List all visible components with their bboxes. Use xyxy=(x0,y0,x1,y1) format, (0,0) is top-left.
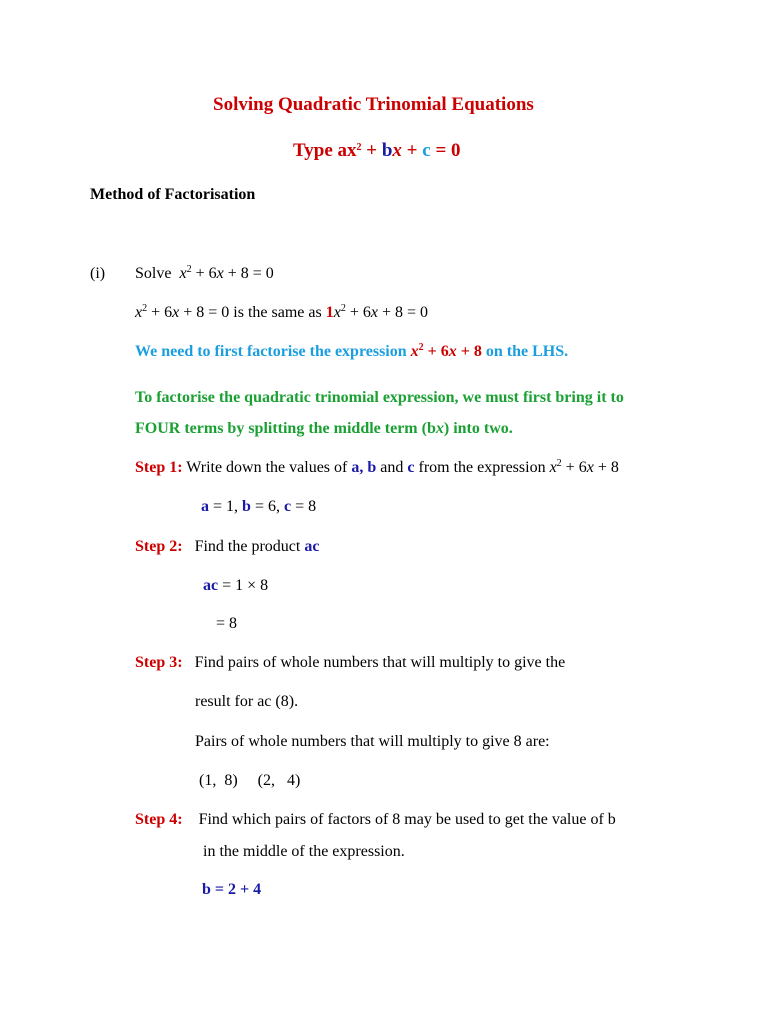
equivalent-expression xyxy=(135,303,428,325)
step-text: Write down the values of xyxy=(182,459,352,476)
coef-b: b xyxy=(381,140,393,161)
exponent: 2 xyxy=(418,342,424,353)
step-4 xyxy=(135,810,616,830)
coefficient-one: 1 xyxy=(325,304,334,321)
solve-label: Solve xyxy=(135,265,172,282)
var-x: x xyxy=(347,140,357,161)
var-x: x xyxy=(410,343,419,360)
product-ac: ac xyxy=(203,577,219,594)
step-3 xyxy=(135,653,565,673)
term: + 6 xyxy=(423,343,449,360)
product-ac: ac xyxy=(304,538,320,555)
note-text: FOUR terms by splitting the middle term (b xyxy=(135,420,436,437)
factorise-note-line1: To factorise the quadratic trinomial expression, we must first bring it to xyxy=(135,389,624,406)
step-text: and xyxy=(376,459,408,476)
var-x: x xyxy=(172,304,180,321)
term: + 8 xyxy=(593,459,619,476)
step-1 xyxy=(135,458,619,480)
value-text: = 6, xyxy=(250,498,284,515)
page-title: Solving Quadratic Trinomial Equations xyxy=(213,94,534,115)
coef-c: c xyxy=(422,140,431,161)
value-text: = 8 xyxy=(291,498,317,515)
step-4-line2: in the middle of the expression. xyxy=(203,843,405,860)
coef-c: c xyxy=(283,498,292,515)
note-text: ) into two. xyxy=(443,420,513,437)
coef-a: a, xyxy=(351,459,368,476)
coef-a: a xyxy=(201,498,209,515)
step-2-calc xyxy=(203,576,268,596)
coef-b: b xyxy=(367,459,377,476)
step-3-line2: result for ac (8). xyxy=(195,693,299,710)
var-x: x xyxy=(216,265,224,282)
problem-number: (i) xyxy=(90,265,106,282)
step-2-result: = 8 xyxy=(216,615,238,632)
term: + 8 xyxy=(456,343,482,360)
step-text: Find the product xyxy=(194,538,305,555)
step-2 xyxy=(135,537,319,557)
step-text: from the expression xyxy=(414,459,550,476)
step-text: Find which pairs of factors of 8 may be used to get the value of b xyxy=(198,811,616,828)
factorise-note-line2 xyxy=(135,419,513,439)
instruction-factorise xyxy=(135,342,568,364)
step-4-result: b = 2 + 4 xyxy=(202,881,262,898)
step-1-values xyxy=(201,497,316,517)
section-heading: Method of Factorisation xyxy=(90,186,256,203)
exponent: 2 xyxy=(356,142,362,153)
step-label: Step 2: xyxy=(135,538,183,555)
term: + 6 xyxy=(345,304,371,321)
exponent: 2 xyxy=(556,458,562,469)
instruction-text: on the LHS. xyxy=(481,343,569,360)
var-x: x xyxy=(179,265,187,282)
type-label: Type xyxy=(293,140,338,161)
plus-sign: + xyxy=(401,140,423,161)
factor-pairs: (1, 8) (2, 4) xyxy=(199,772,301,789)
exponent: 2 xyxy=(186,264,192,275)
exponent: 2 xyxy=(340,303,346,314)
var-x: x xyxy=(370,304,378,321)
var-x: x xyxy=(435,420,444,437)
equals-zero: = 0 xyxy=(430,140,461,161)
plus-sign: + xyxy=(361,140,382,161)
calc-text: = 1 × 8 xyxy=(218,577,269,594)
step-label: Step 4: xyxy=(135,811,183,828)
equation-type xyxy=(293,141,461,164)
coef-b: b xyxy=(242,498,251,515)
term: + 8 = 0 xyxy=(377,304,429,321)
term: + 6 xyxy=(147,304,173,321)
problem-statement xyxy=(135,264,274,286)
value-text: = 1, xyxy=(209,498,243,515)
var-x: x xyxy=(333,304,341,321)
step-label: Step 1: xyxy=(135,459,183,476)
coef-a: a xyxy=(337,140,348,161)
term: + 6 xyxy=(561,459,587,476)
step-label: Step 3: xyxy=(135,654,183,671)
var-x: x xyxy=(549,459,557,476)
exponent: 2 xyxy=(142,303,148,314)
instruction-text: We need to first factorise the expression xyxy=(135,343,411,360)
var-x: x xyxy=(135,304,143,321)
var-x: x xyxy=(586,459,594,476)
term: + 8 = 0 xyxy=(223,265,274,282)
term: + 6 xyxy=(191,265,217,282)
var-x: x xyxy=(448,343,457,360)
var-x: x xyxy=(392,140,402,161)
term: + 8 = 0 is the same as xyxy=(179,304,326,321)
step-text: Find pairs of whole numbers that will multiply to give the xyxy=(194,654,566,671)
coef-c: c xyxy=(407,459,415,476)
step-3-line3: Pairs of whole numbers that will multiply to give 8 are: xyxy=(195,733,550,750)
